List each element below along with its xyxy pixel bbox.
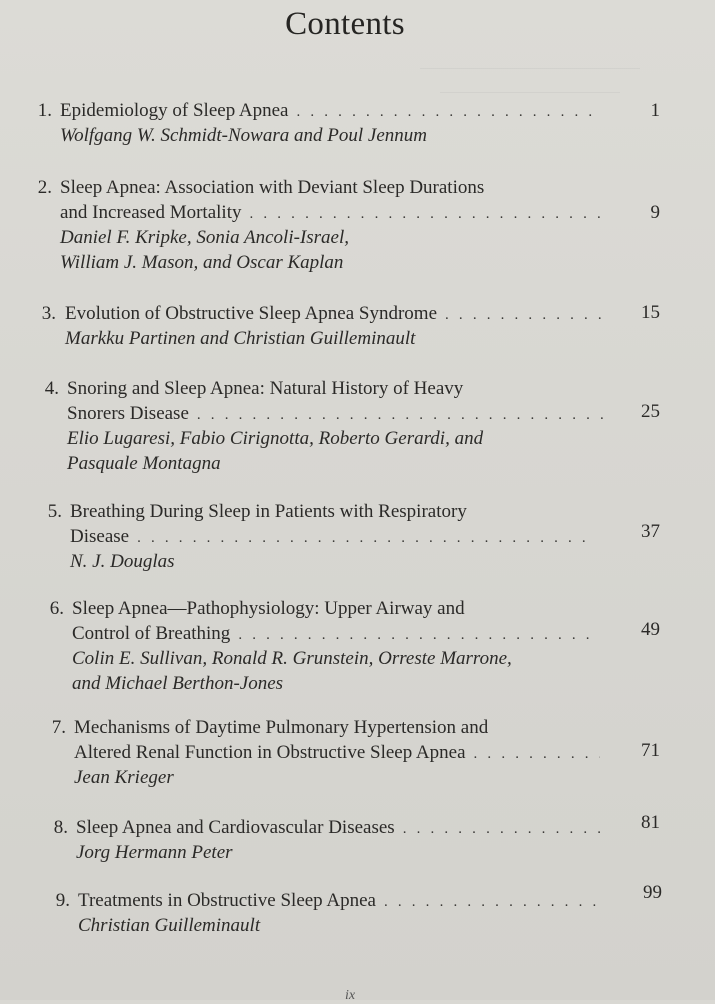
entry-page-number: 81: [641, 812, 660, 833]
leader-dots: [137, 526, 596, 551]
entry-authors: Colin E. Sullivan, Ronald R. Grunstein, Orreste Marrone,: [72, 648, 512, 669]
page-folio: ix: [345, 988, 356, 1003]
entry-title-continued: and Increased Mortality: [60, 202, 242, 223]
entry-number: 1.: [37, 100, 52, 121]
entry-authors-continued: William J. Mason, and Oscar Kaplan: [60, 252, 344, 273]
entry-title: Sleep Apnea: Association with Deviant Sleep Durations: [60, 177, 485, 198]
leader-dots: [197, 403, 603, 428]
entry-title: Snoring and Sleep Apnea: Natural History of Heavy: [67, 378, 464, 399]
entry-authors: N. J. Douglas: [70, 551, 175, 572]
entry-authors: Daniel F. Kripke, Sonia Ancoli-Israel,: [60, 227, 350, 248]
show-through-line: [420, 68, 640, 69]
entry-title: Mechanisms of Daytime Pulmonary Hypertension and: [74, 717, 489, 738]
entry-authors-continued: and Michael Berthon-Jones: [72, 673, 284, 694]
entry-title-line: [76, 815, 604, 840]
entry-title: Treatments in Obstructive Sleep Apnea: [78, 890, 376, 911]
entry-number: 5.: [47, 501, 62, 522]
entry-title-line: [72, 621, 602, 646]
entry-page-number: 1: [650, 100, 660, 121]
entry-title-line: [60, 98, 605, 123]
leader-dots: [249, 202, 603, 227]
show-through-line: [440, 92, 620, 93]
page-title: Contents: [285, 6, 405, 42]
entry-number: 3.: [41, 303, 56, 324]
entry-title-line: [74, 740, 604, 765]
entry-authors: Jean Krieger: [74, 767, 174, 788]
entry-title: Epidemiology of Sleep Apnea: [60, 100, 289, 121]
entry-page-number: 9: [650, 202, 660, 223]
entry-title: Breathing During Sleep in Patients with Respiratory: [70, 501, 467, 522]
leader-dots: [384, 890, 600, 915]
entry-title-continued: Snorers Disease: [67, 403, 189, 424]
entry-authors: Elio Lugaresi, Fabio Cirignotta, Roberto Gerardi, and: [67, 428, 484, 449]
entry-title-line: [67, 401, 607, 426]
entry-page-number: 99: [643, 882, 662, 903]
entry-title-continued: Control of Breathing: [72, 623, 231, 644]
leader-dots: [238, 623, 598, 648]
entry-page-number: 49: [641, 619, 660, 640]
entry-title: Sleep Apnea—Pathophysiology: Upper Airway and: [72, 598, 465, 619]
entry-authors-continued: Pasquale Montagna: [67, 453, 221, 474]
entry-title: Evolution of Obstructive Sleep Apnea Syndrome: [65, 303, 438, 324]
entry-number: 6.: [49, 598, 64, 619]
entry-number: 9.: [55, 890, 70, 911]
leader-dots: [296, 100, 601, 125]
entry-number: 8.: [53, 817, 68, 838]
entry-authors: Christian Guilleminault: [78, 915, 261, 936]
entry-number: 7.: [51, 717, 66, 738]
entry-number: 4.: [44, 378, 59, 399]
entry-page-number: 37: [641, 521, 660, 542]
entry-title: Sleep Apnea and Cardiovascular Diseases: [76, 817, 395, 838]
entry-page-number: 15: [641, 302, 660, 323]
entry-authors: Markku Partinen and Christian Guilleminault: [65, 328, 416, 349]
leader-dots: [403, 817, 600, 842]
entry-authors: Jorg Hermann Peter: [76, 842, 233, 863]
entry-title-line: [65, 301, 605, 326]
entry-title-line: [60, 200, 607, 225]
entry-title-line: [70, 524, 600, 549]
leader-dots: [445, 303, 601, 328]
entry-number: 2.: [37, 177, 52, 198]
leader-dots: [474, 742, 600, 767]
entry-page-number: 25: [641, 401, 660, 422]
entry-title-line: [78, 888, 604, 913]
entry-title-continued: Disease: [70, 526, 130, 547]
entry-page-number: 71: [641, 740, 660, 761]
entry-title-continued: Altered Renal Function in Obstructive Sleep Apnea: [74, 742, 466, 763]
entry-authors: Wolfgang W. Schmidt-Nowara and Poul Jennum: [60, 125, 427, 146]
